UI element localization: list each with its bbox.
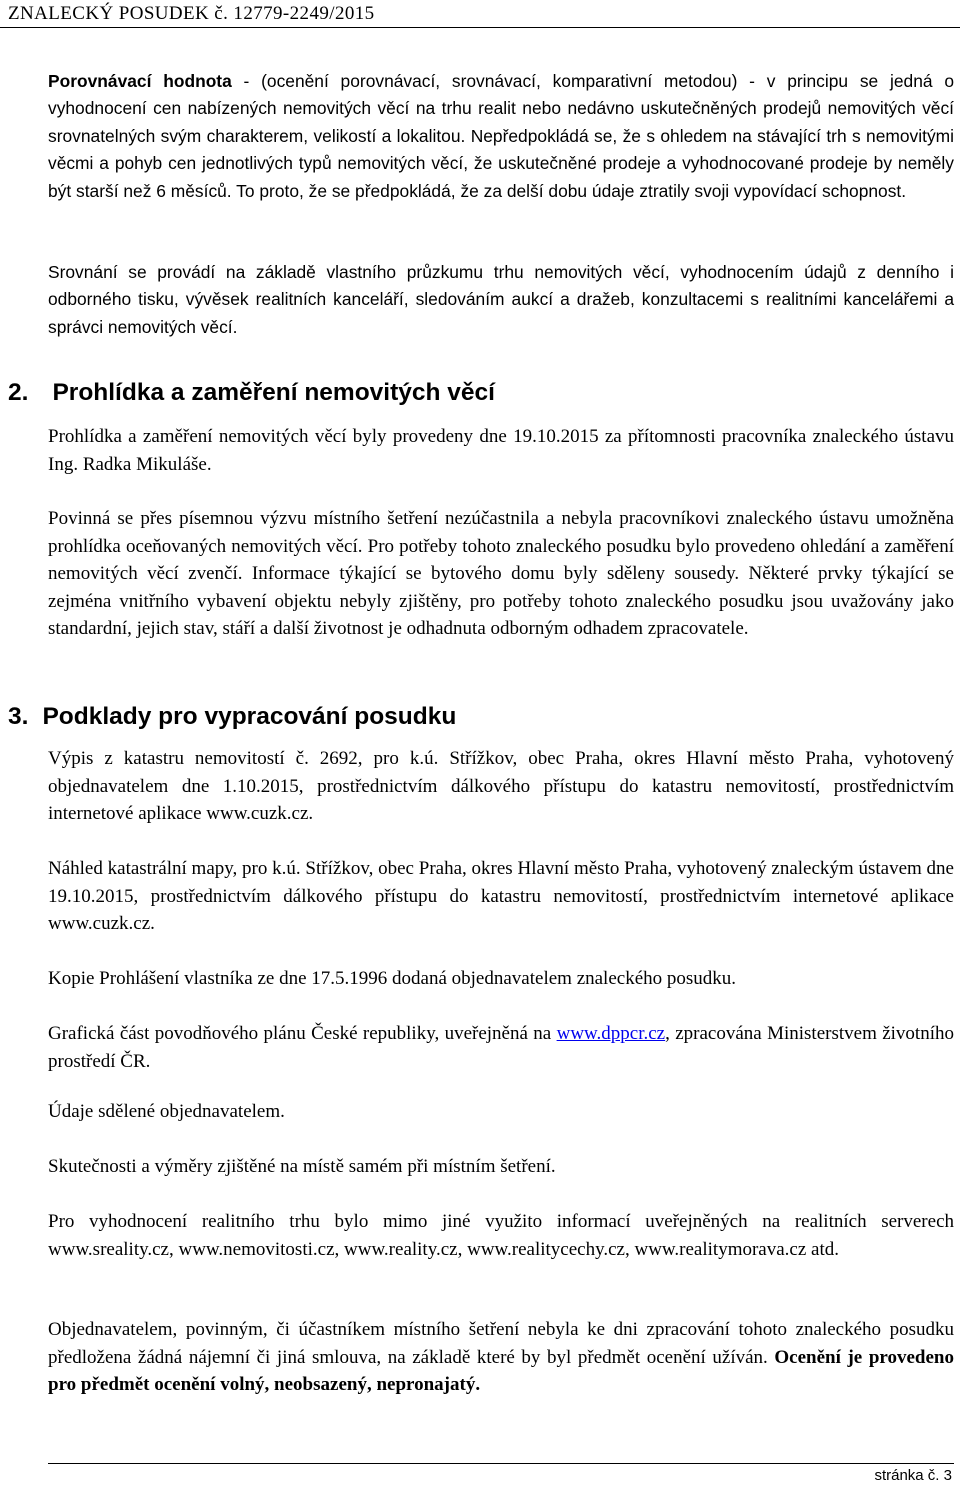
footer-divider: [48, 1463, 954, 1464]
flood-plan-paragraph: Grafická část povodňového plánu České republiky, uveřejněná na www.dppcr.cz, zpracována Ministerstvem životního prostředí ČR.: [48, 1023, 954, 1072]
real-estate-servers-paragraph: Pro vyhodnocení realitního trhu bylo mimo jiné využito informací uveřejněných na realitních serverech www.sreality.cz, www.nemovitosti.cz, www.reality.cz, www.realitycechy.cz, www.realitymorava.cz atd.: [48, 1211, 954, 1260]
section-2-heading: [8, 379, 495, 407]
page-header: [0, 0, 960, 28]
header-divider: [0, 27, 960, 28]
cadastral-map-paragraph: Náhled katastrální mapy, pro k.ú. Střížkov, obec Praha, okres Hlavní město Praha, vyhotovený znaleckým ústavem dne 19.10.2015, prostřednictvím dálkového přístupu do katastru nemovitostí, prostřednictvím internetové aplikace www.cuzk.cz.: [48, 858, 954, 934]
comparison-method-paragraph: Srovnání se provádí na základě vlastního průzkumu trhu nemovitých věcí, vyhodnocením údajů z denního i odborného tisku, vývěsek realitních kanceláří, sledováním aukcí a dražeb, konzultacemi s realitními kancelářemi a správci nemovitých věcí.: [48, 262, 954, 337]
inspection-date-paragraph: Prohlídka a zaměření nemovitých věcí byly provedeny dne 19.10.2015 za přítomnosti pracovníka znaleckého ústavu Ing. Radka Mikuláše.: [48, 426, 954, 475]
document-title: ZNALECKÝ POSUDEK č. 12779-2249/2015: [8, 3, 375, 24]
page-number: stránka č. 3: [874, 1467, 952, 1484]
section-2-title: Prohlídka a zaměření nemovitých věcí: [52, 379, 495, 406]
comparative-value-definition: - (ocenění porovnávací, srovnávací, komparativní metodou) - v principu se jedná o vyhodnocení cen nabízených nemovitých věcí na trhu realit nebo nedávno uskutečněných prodejů nemovitých věcí srovnatelných svým charakterem, velikostí a lokalitou. Nepředpokládá se, že s ohledem na stávající trh s nemovitými věcmi a pohyb cen jednotlivých typů nemovitých věcí, že uskutečněné prodeje a vyhodnocované prodeje by neměly být starší než 6 měsíců. To proto, že se předpokládá, že za delší dobu údaje ztratily svoji vypovídací schopnost.: [48, 71, 954, 201]
owner-declaration-paragraph: Kopie Prohlášení vlastníka ze dne 17.5.1996 dodaná objednavatelem znaleckého posudku.: [48, 968, 737, 989]
valuation-free-statement: Ocenění je provedeno pro předmět ocenění volný, neobsazený, nepronajatý.: [48, 1346, 954, 1395]
onsite-facts-paragraph: Skutečnosti a výměry zjištěné na místě samém při místním šetření.: [48, 1156, 556, 1177]
dppcr-link[interactable]: www.dppcr.cz: [556, 1023, 666, 1044]
section-2-number: 2.: [8, 379, 29, 406]
client-data-paragraph: Údaje sdělené objednavatelem.: [48, 1101, 285, 1122]
cadastre-extract-paragraph: Výpis z katastru nemovitostí č. 2692, pro k.ú. Střížkov, obec Praha, okres Hlavní město Praha, vyhotovený objednavatelem dne 1.10.2015, prostřednictvím dálkového přístupu do katastru nemovitostí, prostřednictvím internetové aplikace www.cuzk.cz.: [48, 748, 954, 824]
section-3-number: 3.: [8, 703, 29, 730]
inspection-details-paragraph: Povinná se přes písemnou výzvu místního šetření nezúčastnila a nebyla pracovníkovi znaleckého ústavu umožněna prohlídka oceňovaných nemovitých věcí. Pro potřeby tohoto znaleckého posudku bylo provedeno ohledání a zaměření nemovitých věcí zvenčí. Informace týkající se bytového domu byly sděleny sousedy. Některé prvky týkající se zejména vnitřního vybavení objektu nebyly zjištěny, pro potřeby tohoto znaleckého posudku jsou uvažovány jako standardní, jejich stav, stáří a další životnost je odhadnuta odborným odhadem zpracovatele.: [48, 508, 954, 639]
section-3-heading: [8, 703, 456, 731]
comparative-value-term: Porovnávací hodnota: [48, 71, 232, 91]
section-3-title: Podklady pro vypracování posudku: [42, 703, 457, 730]
lease-statement-paragraph: Objednavatelem, povinným, či účastníkem místního šetření nebyla ke dni zpracování tohoto znaleckého posudku předložena žádná nájemní či jiná smlouva, na základě které by byl předmět ocenění užíván. Ocenění je provedeno pro předmět ocenění volný, neobsazený, nepronajatý.: [48, 1319, 954, 1395]
comparative-value-paragraph: [48, 68, 954, 205]
